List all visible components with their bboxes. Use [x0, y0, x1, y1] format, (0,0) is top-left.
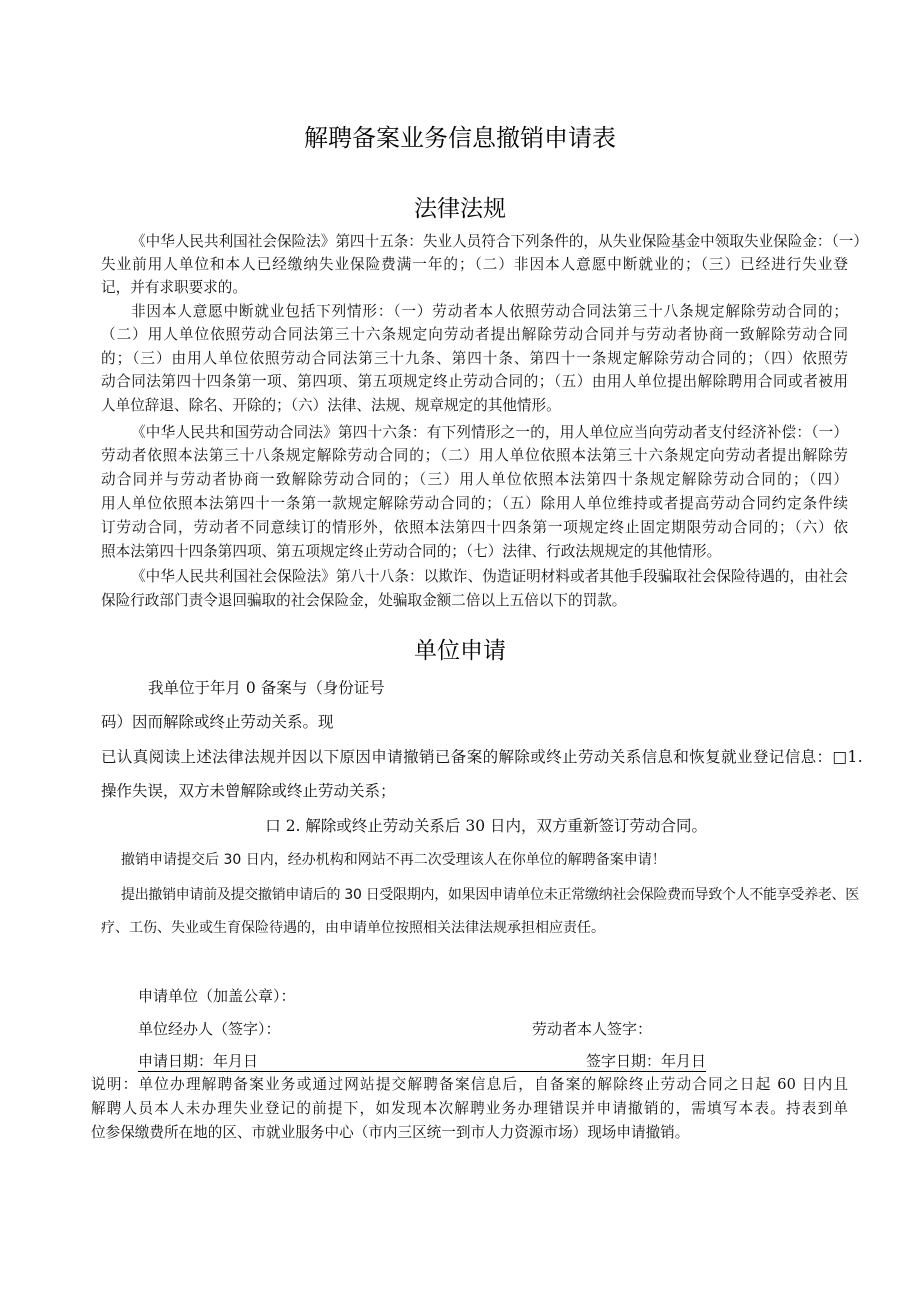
law-text-line: 照本法第四十四条第四项、第五项规定终止劳动合同的；（七）法律、行政法规规定的其他情形。 — [101, 543, 722, 560]
note-text-line: 说明：单位办理解聘备案业务或通过网站提交解聘备案信息后，自备案的解除终止劳动合同之日起 60 日内且 — [91, 1076, 848, 1093]
notice-1: 撤销申请提交后 30 日内，经办机构和网站不再二次受理该人在你单位的解聘备案申请！ — [121, 852, 666, 868]
law-text-line: 动合同并与劳动者协商一致解除劳动合同的；（三）用人单位依照本法第四十条规定解除劳动合同的；（四） — [101, 471, 848, 488]
page-title: 解聘备案业务信息撤销申请表 — [304, 124, 616, 152]
law-text-line: 《中华人民共和国劳动合同法》第四十六条：有下列情形之一的，用人单位应当向劳动者支付经济补偿：（一） — [131, 424, 848, 441]
law-text-line: 动合同法第四十四条第一项、第四项、第五项规定终止劳动合同的；（五）由用人单位提出解除聘用合同或者被用 — [101, 373, 848, 390]
note-text-line: 位参保缴费所在地的区、市就业服务中心（市内三区统一到市人力资源市场）现场申请撤销。 — [91, 1124, 690, 1141]
law-text-line: （二）用人单位依照劳动合同法第三十六条规定向劳动者提出解除劳动合同并与劳动者协商一致解除劳动合同 — [101, 326, 848, 343]
law-text-line: 订劳动合同，劳动者不同意续订的情形外，依照本法第四十四条第一项规定终止固定期限劳动合同的；（六）依 — [101, 519, 848, 536]
application-line-2: 码）因而解除或终止劳动关系。现 — [101, 713, 334, 731]
option-2-checkbox[interactable]: 口 2. 解除或终止劳动关系后 30 日内，双方重新签订劳动合同。 — [265, 817, 707, 835]
law-text-line: 《中华人民共利国社会保险法》第八十八条：以欺诈、伪造证明材料或者其他手段骗取社会保险待遇的，由社会 — [131, 568, 848, 585]
sign-date-label: 签字日期：年月日 — [585, 1052, 706, 1070]
note-text-line: 解聘人员本人未办理失业登记的前提下，如发现本次解聘业务办理错误并申请撤销的，需填写本表。持表到单 — [91, 1100, 848, 1117]
unit-seal-label: 申请单位（加盖公章）： — [138, 987, 296, 1005]
law-text-line: 失业前用人单位和本人已经缴纳失业保险费满一年的；（二）非因本人意愿中断就业的；（三）已经进行失业登 — [101, 256, 848, 273]
law-text-line: 保险行政部门责令退回骗取的社会保险金，处骗取金额二倍以上五倍以下的罚款。 — [101, 592, 627, 609]
law-text-line: 人单位辞退、除名、开除的；（六）法律、法规、规章规定的其他情形。 — [101, 397, 561, 414]
law-text-line: 记，并有求职要求的。 — [101, 279, 247, 296]
apply-date-label: 申请日期：年月日 — [138, 1052, 259, 1070]
laws-heading: 法律法规 — [414, 196, 506, 222]
law-text-line: 劳动者依照本法第三十八条规定解除劳动合同的；（二）用人单位依照本法第三十六条规定向劳动者提出解除劳 — [101, 447, 848, 464]
application-line-1: 我单位于年月 0 备案与（身份证号 — [148, 679, 385, 697]
option-1-text: 操作失误，双方未曾解除或终止劳动关系； — [101, 782, 396, 800]
law-text-line: 的；（三）由用人单位依照劳动合同法第三十九条、第四十条、第四十一条规定解除劳动合同的；（四）依照劳 — [101, 350, 848, 367]
application-heading: 单位申请 — [414, 638, 506, 664]
notice-2b: 疗、工伤、失业或生育保险待遇的，由申请单位按照相关法律法规承担相应责任。 — [101, 920, 605, 936]
application-line-3: 已认真阅读上述法律法规并因以下原因申请撤销已备案的解除或终止劳动关系信息和恢复就业登记信息：□1. — [101, 748, 864, 766]
law-text-line: 用人单位依照本法第四十一条第一款规定解除劳动合同的；（五）除用人单位维持或者提高劳动合同约定条件续 — [101, 495, 848, 512]
law-text-line: 非因本人意愿中断就业包括下列情形：（一）劳动者本人依照劳动合同法第三十八条规定解除劳动合同的； — [131, 303, 848, 320]
worker-signature-label: 劳动者本人签字： — [532, 1020, 653, 1038]
law-text-line: 《中华人民共利国社会保险法》第四十五条：失业人员符合下列条件的，从失业保险基金中领取失业保险金：（一） — [131, 233, 868, 250]
notice-2a: 提出撤销申请前及提交撤销申请后的 30 日受限期内，如果因申请单位未正常缴纳社会保险费而导致个人不能享受养老、医 — [121, 887, 859, 903]
date-line — [138, 1051, 706, 1072]
handler-signature-label: 单位经办人（签字）： — [138, 1020, 281, 1038]
